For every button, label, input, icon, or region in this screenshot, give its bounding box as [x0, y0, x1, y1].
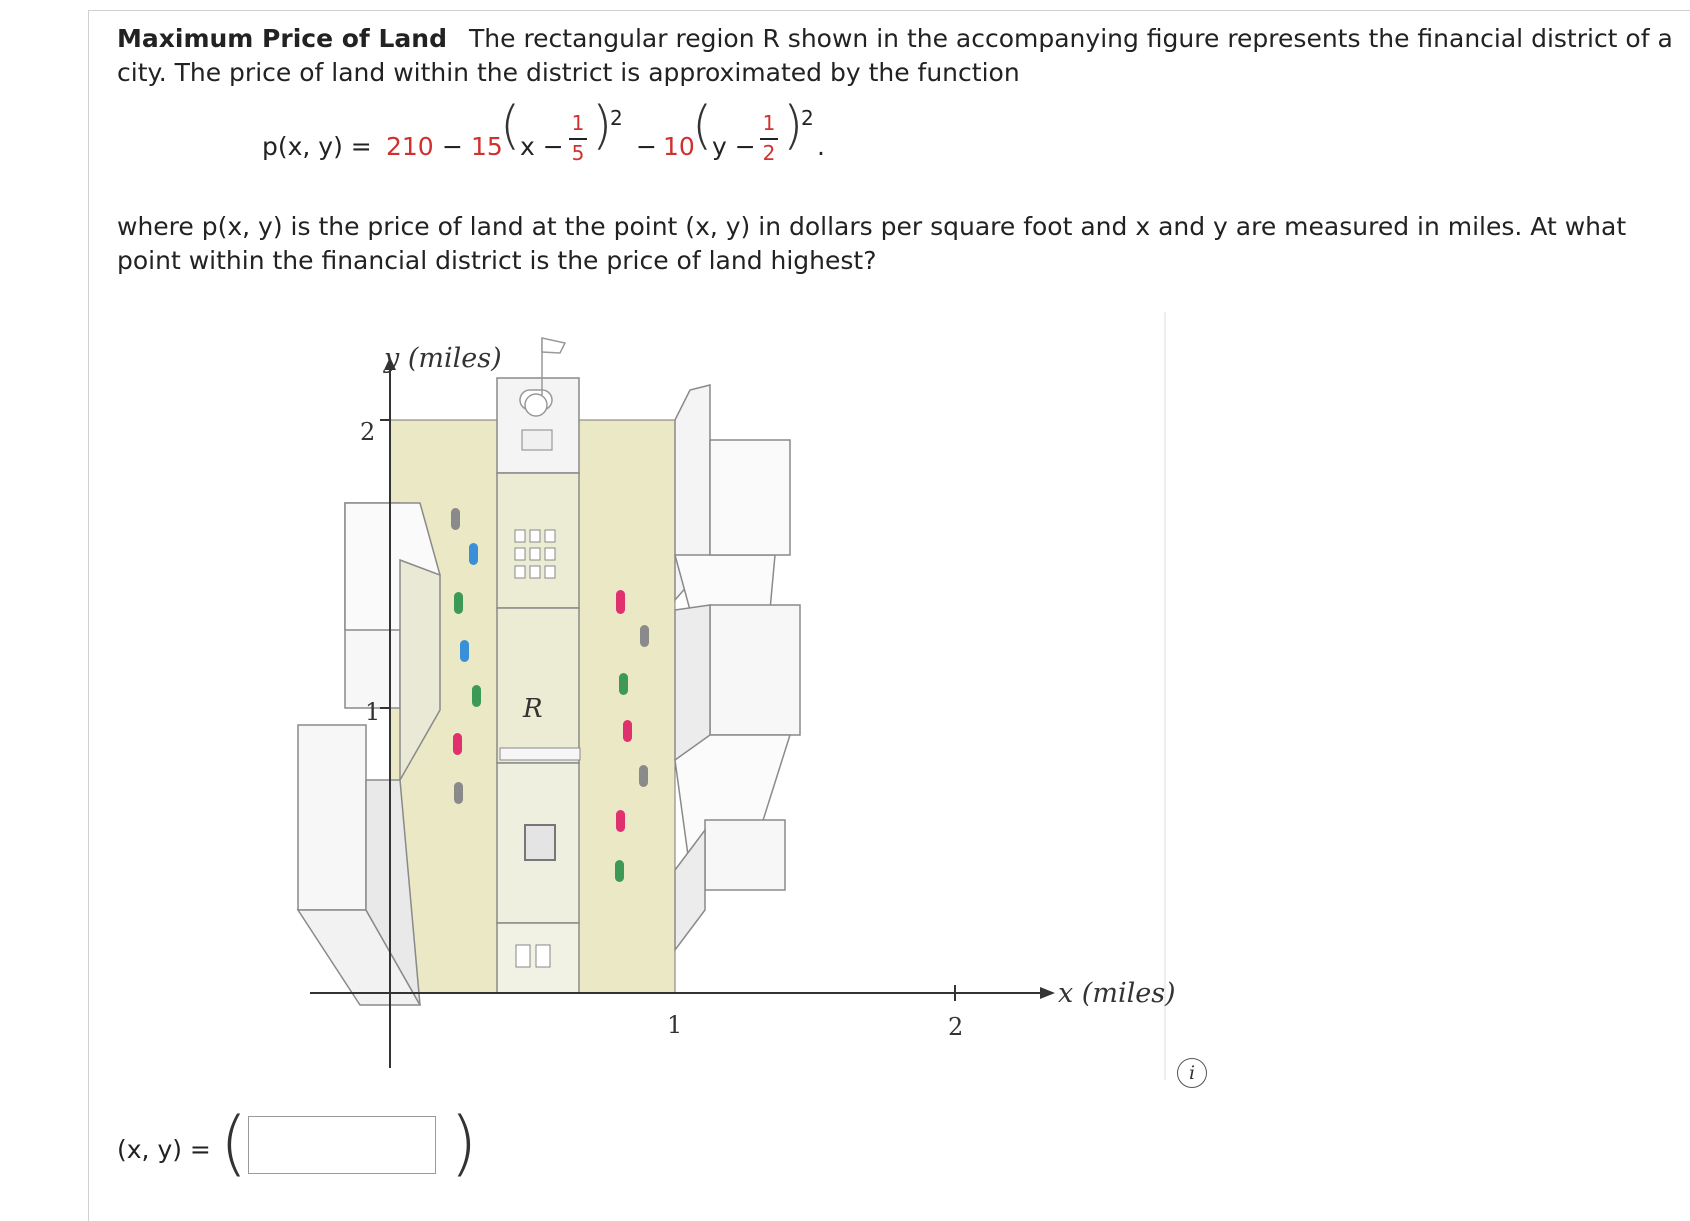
formula-coef-1: 15 [471, 132, 503, 161]
problem-intro-text: The rectangular region R shown in the accompanying figure represents the financial district of a city. The price of land within the district is approximated by the function [117, 24, 1673, 87]
formula-constant: 210 [386, 132, 434, 161]
formula-var-1: x − [520, 132, 564, 161]
answer-label: (x, y) = [117, 1135, 211, 1164]
y-tick-1: 1 [365, 698, 381, 726]
formula-end: . [817, 132, 825, 161]
answer-close-paren: ) [450, 1102, 478, 1184]
x-tick-2: 2 [948, 1013, 964, 1041]
frac1-numerator: 1 [571, 111, 585, 135]
problem-question: where p(x, y) is the price of land at the point (x, y) in dollars per square foot and x and y are measured in miles. At what point within the financial district is the price of land highest? [117, 212, 1627, 275]
formula-close-paren-2: ) [783, 96, 804, 156]
frac2-denominator: 2 [762, 141, 776, 165]
formula-lhs: p(x, y) = [262, 132, 372, 161]
formula-close-paren-1: ) [592, 96, 613, 156]
formula-minus-2: − [636, 132, 657, 161]
problem-title: Maximum Price of Land [117, 24, 447, 53]
frac1-denominator: 5 [571, 141, 585, 165]
formula-open-paren-2: ( [692, 96, 713, 156]
formula-coef-2: 10 [663, 132, 695, 161]
info-icon[interactable]: i [1177, 1058, 1207, 1088]
frac2-numerator: 1 [762, 111, 776, 135]
formula-minus-1: − [442, 132, 463, 161]
formula-exponent-2: 2 [801, 106, 814, 130]
y-axis-label: y (miles) [384, 343, 502, 374]
x-axis-label: x (miles) [1058, 978, 1176, 1009]
y-tick-2: 2 [360, 418, 376, 446]
formula-var-2: y − [712, 132, 756, 161]
formula-open-paren-1: ( [500, 96, 521, 156]
central-building [497, 378, 579, 993]
x-tick-1: 1 [667, 1011, 683, 1039]
region-label: R [523, 694, 543, 724]
answer-open-paren: ( [220, 1102, 248, 1184]
right-buildings [675, 385, 800, 950]
answer-input[interactable] [248, 1116, 436, 1174]
formula-exponent-1: 2 [610, 106, 623, 130]
